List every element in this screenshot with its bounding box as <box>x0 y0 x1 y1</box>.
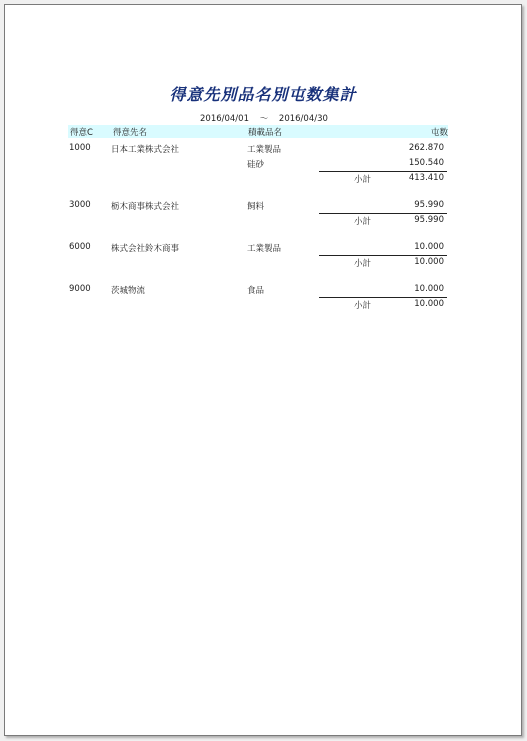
item-tons: 262.870 <box>408 143 444 153</box>
subtotal-value: 413.410 <box>408 173 444 183</box>
report-page <box>4 4 522 736</box>
subtotal-label: 小計 <box>354 259 372 269</box>
customer-name: 株式会社鈴木商事 <box>111 244 180 254</box>
header-code: 得意C <box>70 128 93 138</box>
date-from: 2016/04/01 <box>200 114 249 124</box>
item-name: 工業製品 <box>247 244 282 254</box>
item-tons: 95.990 <box>414 200 444 210</box>
subtotal-value: 10.000 <box>414 299 444 309</box>
report-title: 得意先別品名別屯数集計 <box>169 85 357 104</box>
table-header <box>68 125 448 138</box>
customer-name: 茨城物流 <box>111 286 146 296</box>
subtotal-rule <box>319 171 447 172</box>
subtotal-rule <box>319 255 447 256</box>
date-to: 2016/04/30 <box>278 114 328 124</box>
customer-name: 栃木商事株式会社 <box>111 202 180 212</box>
customer-code: 1000 <box>69 143 91 153</box>
item-tons: 10.000 <box>414 284 444 294</box>
subtotal-label: 小計 <box>354 217 372 227</box>
customer-code: 3000 <box>69 200 91 210</box>
header-tons: 屯数 <box>430 128 448 138</box>
item-tons: 10.000 <box>414 242 444 252</box>
customer-code: 9000 <box>69 284 91 294</box>
date-range <box>200 112 328 124</box>
item-tons: 150.540 <box>408 158 444 168</box>
subtotal-label: 小計 <box>354 301 372 311</box>
subtotal-rule <box>319 297 447 298</box>
customer-name: 日本工業株式会社 <box>111 145 180 155</box>
item-name: 硅砂 <box>247 160 265 170</box>
item-name: 食品 <box>247 286 265 296</box>
subtotal-label: 小計 <box>354 175 372 185</box>
customer-code: 6000 <box>69 242 91 252</box>
subtotal-value: 95.990 <box>414 215 444 225</box>
item-name: 飼料 <box>247 202 265 212</box>
item-name: 工業製品 <box>247 145 282 155</box>
subtotal-rule <box>319 213 447 214</box>
date-separator: ～ <box>259 114 269 124</box>
header-item: 積載品名 <box>248 128 283 138</box>
header-customer: 得意先名 <box>113 128 148 138</box>
subtotal-value: 10.000 <box>414 257 444 267</box>
